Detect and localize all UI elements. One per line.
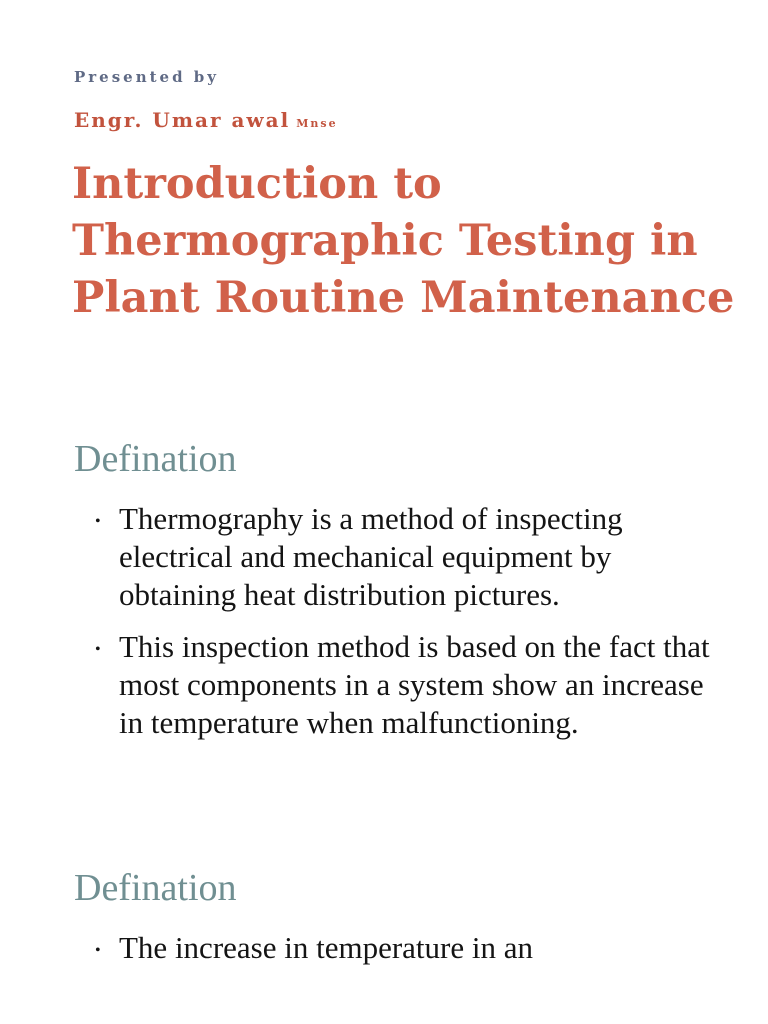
bullet-text: This inspection method is based on the fact that most components in a system show an increase in temperature when malfunctioning. [119, 629, 710, 740]
document-title: Introduction to Thermographic Testing in Plant Routine Maintenance [72, 159, 735, 323]
definition-bullet-list-2 [95, 929, 715, 981]
bullet-text: The increase in temperature in an [119, 930, 533, 965]
section-heading-definition-1: Defination [74, 438, 237, 480]
author-suffix: Mnse [296, 117, 338, 130]
definition-bullet-list-1 [95, 500, 715, 756]
bullet-icon: • [95, 641, 101, 658]
bullet-item [95, 628, 715, 742]
author-name: Engr. Umar awal [74, 108, 291, 132]
bullet-item [95, 929, 715, 967]
bullet-icon: • [95, 513, 101, 530]
bullet-icon: • [95, 942, 101, 959]
author-name-line [74, 108, 338, 132]
section-heading-definition-2: Defination [74, 867, 237, 909]
bullet-item [95, 500, 715, 614]
bullet-text: Thermography is a method of inspecting electrical and mechanical equipment by obtaining heat distribution pictures. [119, 501, 623, 612]
presented-by-label: Presented by [74, 68, 220, 86]
